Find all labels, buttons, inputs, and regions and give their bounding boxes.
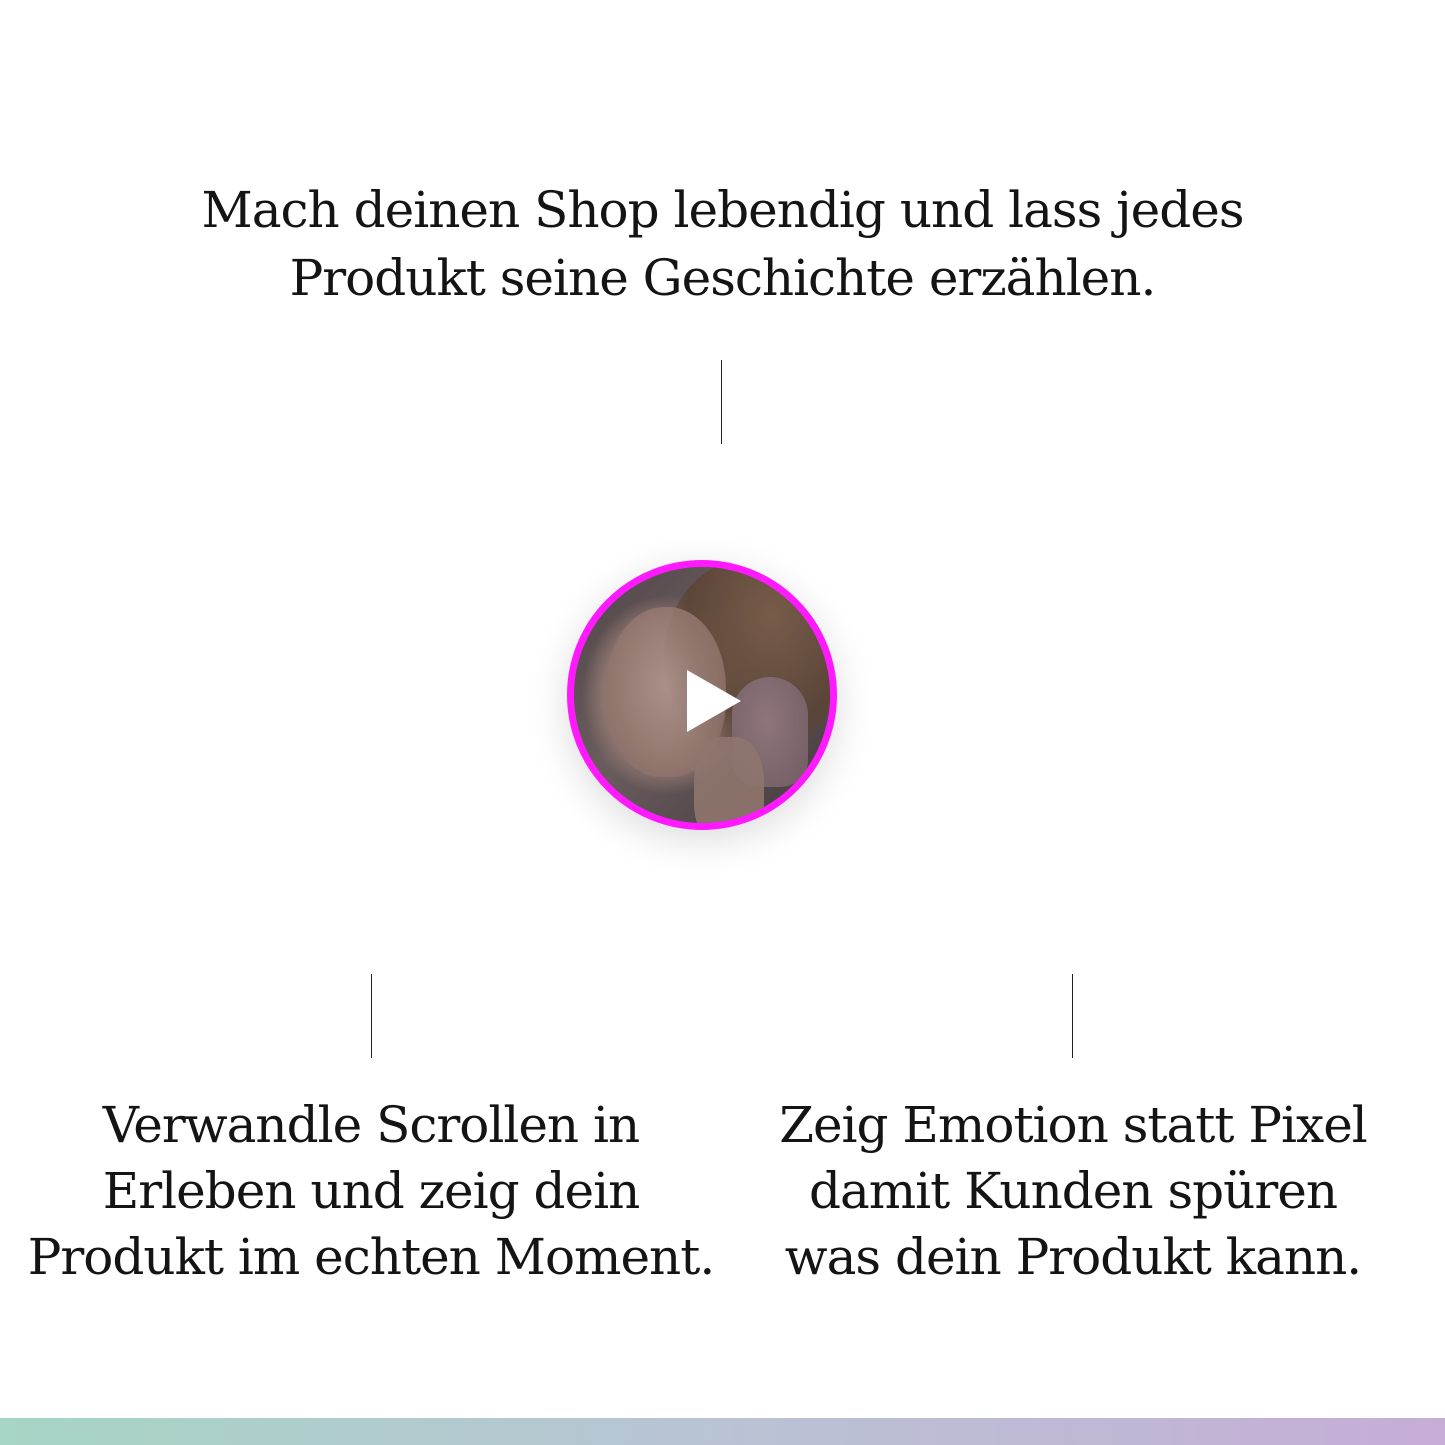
caption-line: damit Kunden spüren bbox=[808, 1162, 1338, 1220]
connector-line-right bbox=[1072, 974, 1073, 1058]
caption-line: Produkt im echten Moment. bbox=[27, 1228, 715, 1286]
headline-line-1: Mach deinen Shop lebendig und lass jedes bbox=[201, 181, 1244, 239]
caption-line: Erleben und zeig dein bbox=[102, 1162, 640, 1220]
headline bbox=[0, 176, 1445, 312]
video-thumbnail[interactable] bbox=[567, 560, 837, 830]
play-icon[interactable] bbox=[687, 670, 741, 732]
connector-line-top bbox=[721, 360, 722, 444]
headline-line-2: Produkt seine Geschichte erzählen. bbox=[289, 249, 1156, 307]
feature-caption-right bbox=[722, 1092, 1424, 1290]
caption-line: Verwandle Scrollen in bbox=[102, 1096, 640, 1154]
caption-line: was dein Produkt kann. bbox=[784, 1228, 1362, 1286]
feature-caption-left bbox=[20, 1092, 722, 1290]
connector-line-left bbox=[371, 974, 372, 1058]
caption-line: Zeig Emotion statt Pixel bbox=[779, 1096, 1367, 1154]
footer-gradient-bar bbox=[0, 1418, 1445, 1445]
